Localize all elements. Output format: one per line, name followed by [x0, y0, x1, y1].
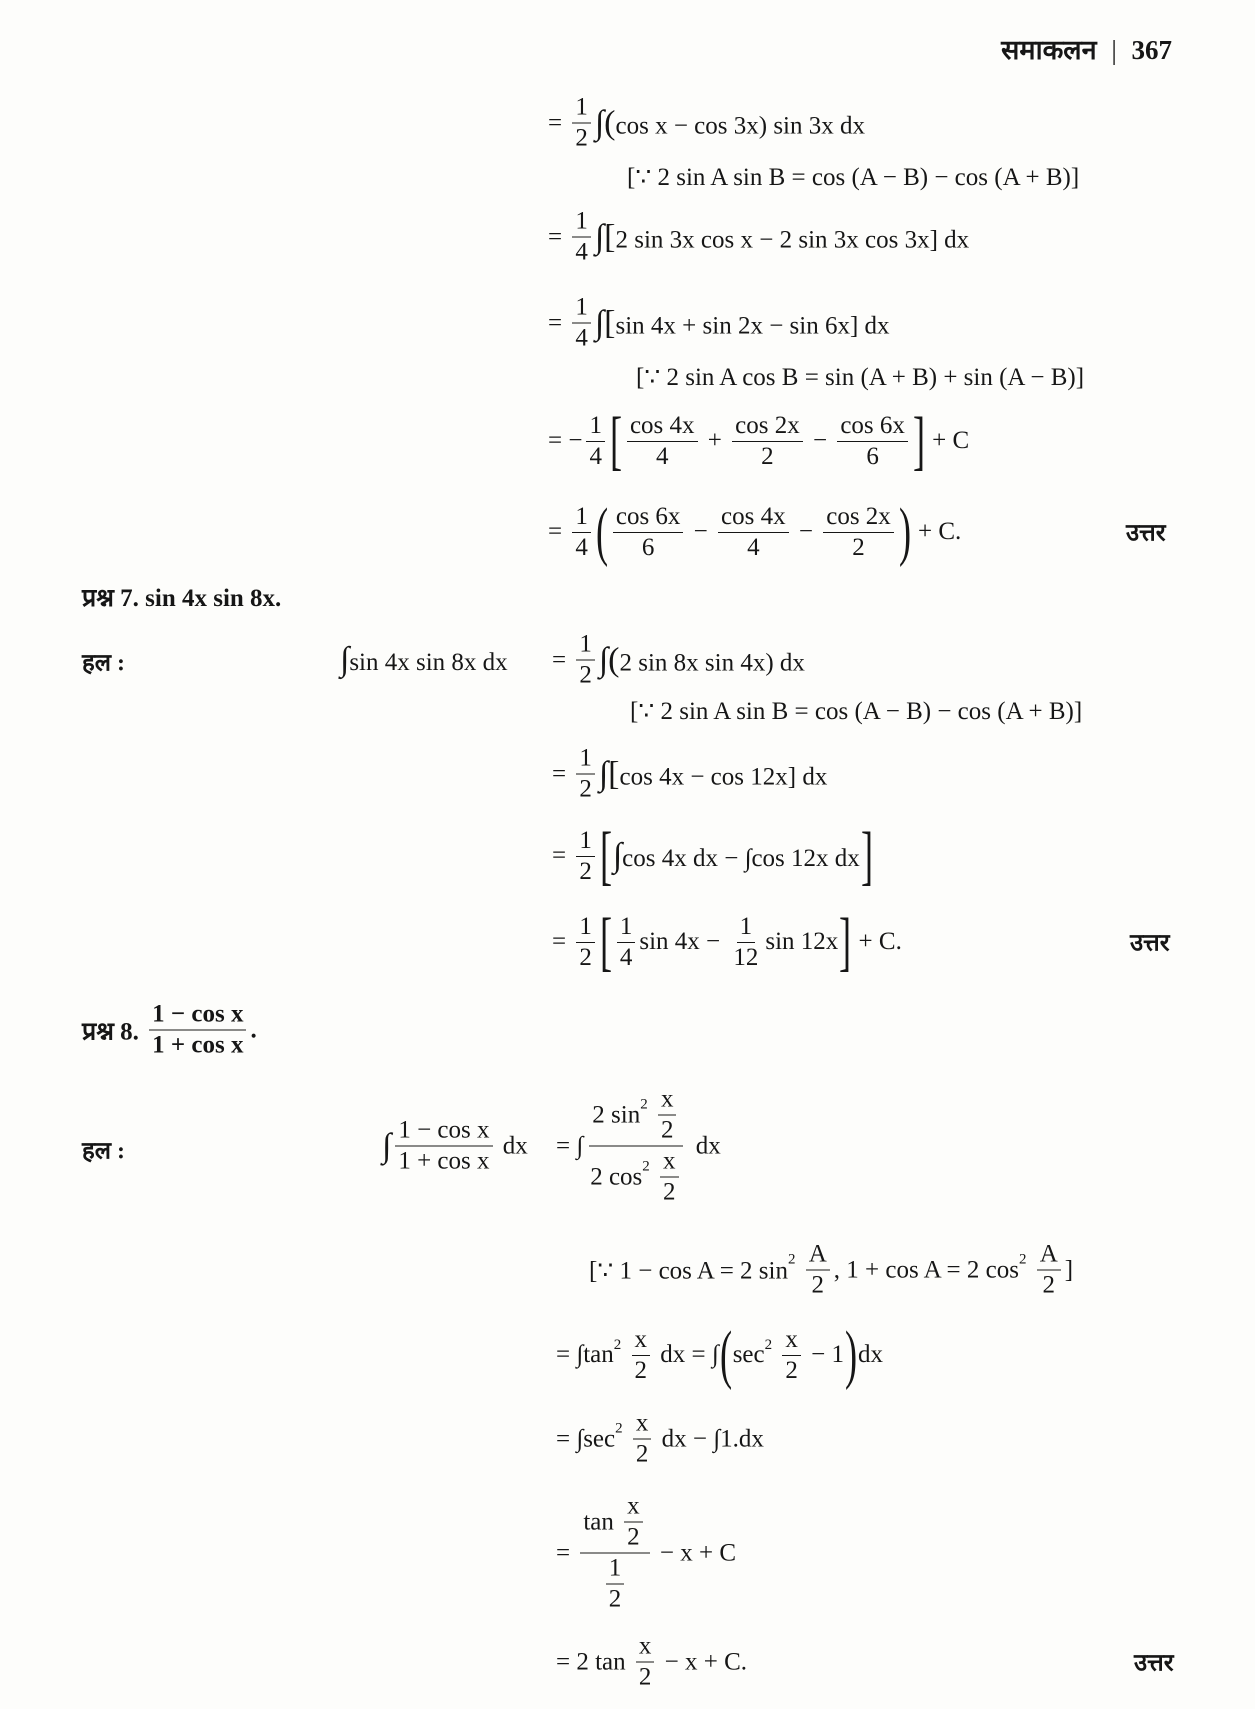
numerator: 1 − cos x: [395, 1117, 492, 1147]
fraction: [617, 913, 636, 972]
fraction: [580, 1493, 649, 1614]
math-text: = 2 tan: [556, 1648, 632, 1675]
denominator: 2: [627, 1523, 640, 1551]
numerator: A: [806, 1241, 830, 1271]
denominator: 2: [575, 124, 588, 152]
math-text: [623, 1425, 629, 1453]
numerator: cos 4x: [627, 412, 698, 442]
header-separator: |: [1111, 35, 1117, 65]
superscript: 2: [787, 1251, 796, 1268]
fraction: [636, 1633, 655, 1692]
large-delimiter: ]: [839, 905, 852, 978]
superscript: 2: [764, 1336, 773, 1353]
fraction: [1037, 1241, 1061, 1300]
math-text: प्रश्न 7. sin 4x sin 8x.: [82, 585, 282, 612]
numerator: A: [1037, 1241, 1061, 1271]
superscript: 2: [613, 1336, 622, 1353]
large-delimiter: [: [599, 819, 612, 892]
math-text: sec: [732, 1341, 765, 1368]
denominator: 2: [634, 1356, 647, 1384]
math-text: ∫cos 4x dx − ∫cos 12x dx: [612, 837, 860, 874]
denominator: 2: [852, 533, 865, 561]
q8-answer-label: उत्तर: [1134, 1650, 1174, 1677]
fraction: [572, 94, 591, 153]
fraction: [633, 1410, 652, 1469]
q6-step-5: [548, 495, 962, 568]
fraction: [732, 412, 803, 471]
math-text: ∫(cos x − cos 3x) sin 3x dx: [594, 104, 865, 141]
fraction: [806, 1241, 830, 1300]
math-text: [795, 1256, 801, 1284]
denominator: 4: [575, 238, 588, 266]
q8-solution-label: हल :: [82, 1138, 126, 1165]
math-text: =: [556, 1539, 577, 1566]
q7-hint: [630, 696, 1082, 726]
math-text: + C: [925, 427, 970, 454]
large-delimiter: [: [599, 905, 612, 978]
fraction: [606, 1555, 625, 1614]
math-text: =: [548, 109, 569, 136]
math-text: [∵ 1 − cos A = 2 sin: [589, 1257, 788, 1284]
large-delimiter: (: [719, 1318, 732, 1391]
denominator: [587, 1147, 685, 1207]
denominator: 4: [575, 324, 588, 352]
q8-step-4: [556, 1493, 736, 1614]
large-delimiter: ): [844, 1318, 858, 1391]
fraction: [658, 1086, 677, 1145]
q8-step-5: [556, 1633, 747, 1692]
math-text: −: [687, 518, 715, 545]
math-text: [621, 1341, 627, 1369]
math-text: + C.: [852, 928, 902, 955]
math-text: dx: [689, 1132, 721, 1159]
denominator: 12: [733, 943, 759, 971]
denominator: 2: [579, 857, 592, 885]
math-text: sin 4x −: [639, 928, 727, 955]
q8-hint: [589, 1241, 1073, 1300]
q8-heading: [82, 1001, 257, 1060]
math-text: dx = ∫: [654, 1341, 719, 1368]
denominator: 2: [635, 1440, 649, 1468]
math-text: [650, 1163, 656, 1191]
numerator: cos 2x: [732, 412, 803, 442]
fraction: [395, 1117, 492, 1176]
q8-step-1: [556, 1086, 721, 1207]
numerator: 1: [576, 745, 595, 775]
q7-heading: [82, 580, 281, 614]
numerator: 1: [737, 913, 756, 943]
math-text: sin 12x: [765, 928, 839, 955]
numerator: 1: [617, 913, 636, 943]
denominator: 4: [575, 533, 588, 561]
math-text: ∫[cos 4x − cos 12x] dx: [598, 755, 828, 792]
q7-step-1: [552, 631, 805, 690]
fraction: [782, 1326, 801, 1385]
math-text: =: [552, 842, 573, 869]
numerator: x: [624, 1493, 643, 1523]
q8-step-2: [556, 1318, 883, 1391]
q6-hint-2: [636, 362, 1084, 392]
math-text: =: [552, 760, 573, 787]
math-text: −: [806, 427, 834, 454]
math-text: = ∫sec: [556, 1425, 616, 1452]
math-text: [772, 1341, 778, 1369]
numerator: 1: [572, 208, 591, 238]
numerator: cos 2x: [823, 503, 894, 533]
q6-step-2: [548, 208, 969, 267]
superscript: 2: [615, 1420, 623, 1437]
math-text: = ∫tan: [556, 1341, 614, 1368]
denominator: 2: [785, 1356, 798, 1384]
denominator: 4: [589, 442, 602, 470]
q6-answer-label: उत्तर: [1126, 520, 1166, 547]
numerator: cos 4x: [718, 503, 789, 533]
fraction: [587, 1086, 685, 1207]
math-text: =: [548, 309, 569, 336]
math-text: dx − ∫1.dx: [655, 1425, 764, 1452]
q8-lhs: [382, 1117, 528, 1176]
numerator: 1: [572, 294, 591, 324]
math-text: [∵ 2 sin A sin B = cos (A − B) − cos (A + B)]: [627, 164, 1080, 191]
denominator: 2: [811, 1271, 825, 1299]
fraction: [624, 1493, 643, 1552]
fraction: [730, 913, 761, 972]
numerator: 1: [576, 913, 595, 943]
chapter-title: समाकलन: [1001, 35, 1097, 65]
math-text: − x + C.: [658, 1648, 748, 1675]
math-text: [1026, 1256, 1032, 1284]
denominator: [599, 1554, 632, 1614]
fraction: [572, 208, 591, 267]
math-text: =: [552, 646, 573, 673]
q6-hint-1: [627, 162, 1079, 192]
numerator: 1: [572, 94, 591, 124]
fraction: [837, 412, 908, 471]
q7-lhs: [340, 641, 508, 679]
math-text: −: [792, 518, 820, 545]
page-header: [1001, 30, 1172, 67]
numerator: 1: [606, 1555, 625, 1585]
fraction: [576, 631, 595, 690]
math-text: ∫[sin 4x + sin 2x − sin 6x] dx: [594, 304, 890, 341]
q7-step-3: [552, 819, 874, 892]
large-delimiter: [: [609, 404, 622, 477]
fraction: [660, 1148, 679, 1207]
math-text: dx: [496, 1132, 528, 1159]
math-text: =: [548, 223, 569, 250]
math-text: [648, 1101, 654, 1129]
q7-answer-label: उत्तर: [1130, 930, 1170, 957]
fraction: [576, 827, 595, 886]
numerator: x: [632, 1326, 651, 1356]
denominator: 1 + cos x: [398, 1147, 490, 1175]
q8-step-3: [556, 1410, 764, 1469]
math-text: प्रश्न 8.: [82, 1018, 146, 1045]
denominator: 4: [655, 442, 669, 470]
numerator: [589, 1086, 683, 1147]
denominator: 2: [663, 1178, 676, 1206]
denominator: 2: [660, 1116, 674, 1144]
math-text: 2 cos: [590, 1163, 643, 1190]
denominator: 2: [1042, 1271, 1055, 1299]
numerator: x: [633, 1410, 652, 1440]
math-text: = −: [548, 427, 583, 454]
denominator: 4: [747, 533, 760, 561]
denominator: 2: [579, 661, 592, 689]
numerator: cos 6x: [837, 412, 908, 442]
numerator: 1: [586, 412, 605, 442]
denominator: 2: [579, 943, 592, 971]
math-text: +: [701, 427, 729, 454]
numerator: 1: [572, 503, 591, 533]
math-text: − 1: [804, 1341, 844, 1368]
math-text: [∵ 2 sin A cos B = sin (A + B) + sin (A − B)]: [636, 364, 1085, 391]
math-text: , 1 + cos A = 2 cos: [833, 1256, 1019, 1283]
math-text: = ∫: [556, 1132, 584, 1159]
numerator: 1 − cos x: [149, 1001, 246, 1031]
denominator: 2: [761, 442, 774, 470]
numerator: [580, 1493, 649, 1554]
fraction: [572, 294, 591, 353]
denominator: 6: [866, 442, 879, 470]
fraction: [576, 913, 595, 972]
superscript: 2: [1018, 1251, 1027, 1268]
large-delimiter: ]: [912, 404, 925, 477]
math-text: =: [552, 928, 573, 955]
math-text: ∫sin 4x sin 8x dx: [340, 641, 508, 678]
fraction: [576, 745, 595, 804]
q7-solution-label: हल :: [82, 650, 126, 677]
q6-step-1: [548, 94, 865, 153]
fraction: [586, 412, 605, 471]
math-text: + C.: [911, 518, 962, 545]
large-delimiter: (: [595, 495, 608, 568]
page-number: 367: [1131, 35, 1172, 65]
denominator: 2: [579, 775, 592, 803]
math-text: ]: [1064, 1256, 1074, 1283]
q7-step-4: [552, 905, 902, 978]
math-text: tan: [583, 1508, 621, 1535]
numerator: x: [660, 1148, 679, 1178]
q6-step-3: [548, 294, 890, 353]
denominator: 2: [638, 1663, 652, 1691]
fraction: [823, 503, 894, 562]
large-delimiter: ]: [860, 819, 873, 892]
fraction: [627, 412, 698, 471]
q7-step-2: [552, 745, 827, 804]
fraction: [632, 1326, 651, 1385]
math-text: ∫(2 sin 8x sin 4x) dx: [598, 641, 805, 678]
fraction: [718, 503, 789, 562]
denominator: 4: [619, 943, 633, 971]
math-text: dx: [857, 1341, 883, 1368]
math-text: ∫[2 sin 3x cos x − 2 sin 3x cos 3x] dx: [594, 218, 970, 255]
math-text: .: [250, 1016, 257, 1043]
math-text: − x + C: [653, 1539, 737, 1566]
q6-step-4: [548, 404, 970, 477]
numerator: x: [658, 1086, 677, 1116]
numerator: 1: [576, 827, 595, 857]
numerator: x: [636, 1633, 655, 1663]
denominator: 1 + cos x: [152, 1031, 244, 1059]
superscript: 2: [640, 1096, 648, 1113]
numerator: cos 6x: [613, 503, 684, 533]
denominator: 2: [608, 1585, 622, 1613]
superscript: 2: [642, 1158, 650, 1175]
fraction: [572, 503, 591, 562]
math-text: ∫: [382, 1127, 392, 1164]
math-text: =: [548, 518, 569, 545]
math-text: 2 sin: [592, 1101, 641, 1128]
numerator: x: [782, 1326, 801, 1356]
fraction: [149, 1001, 246, 1060]
fraction: [613, 503, 684, 562]
denominator: 6: [641, 533, 655, 561]
numerator: 1: [576, 631, 595, 661]
math-text: [∵ 2 sin A sin B = cos (A − B) − cos (A + B)]: [630, 698, 1083, 725]
large-delimiter: ): [898, 495, 911, 568]
